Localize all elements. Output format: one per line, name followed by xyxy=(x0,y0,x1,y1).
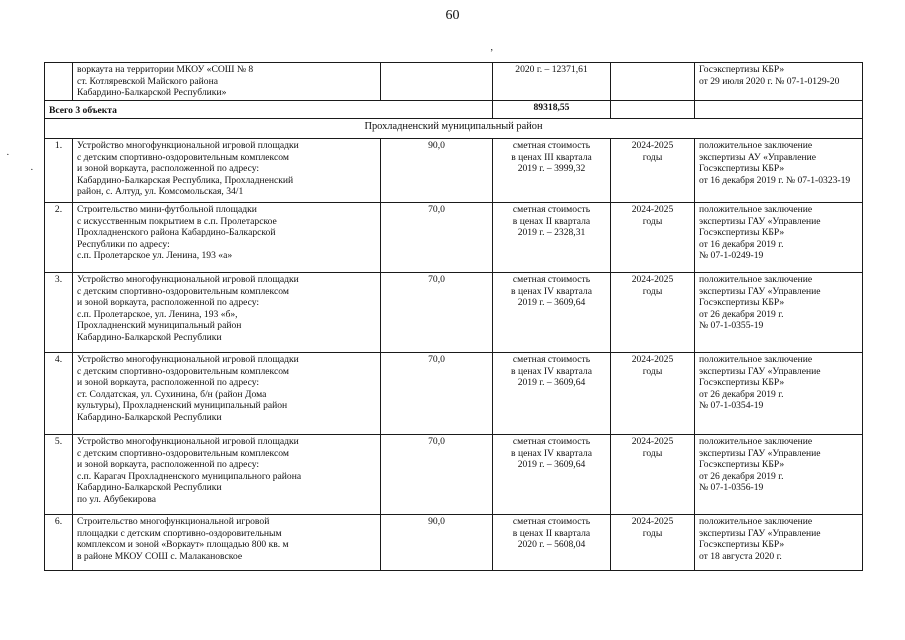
expert-conclusion: положительное заключение экспертизы ГАУ «Управление Госэкспертизы КБР» от 26 декабря 2019 г. № 07-1-0354-19 xyxy=(695,353,863,435)
table-row-continuation xyxy=(45,63,863,101)
estimated-cost: сметная стоимость в ценах IV квартала 2019 г. – 3609,64 xyxy=(493,353,611,435)
capacity-value: 90,0 xyxy=(381,515,493,571)
estimated-cost: сметная стоимость в ценах IV квартала 2019 г. – 3609,64 xyxy=(493,273,611,353)
object-description: Устройство многофункциональной игровой площадки с детским спортивно-оздоровительным комплексом и зоной воркаута, расположенной по адресу: ст. Солдатская, ул. Сухинина, б/н (район Дома культуры), Прохладненский муниципальный район Кабардино-Балкарской Республики xyxy=(73,353,381,435)
expert-conclusion: положительное заключение экспертизы ГАУ «Управление Госэкспертизы КБР» от 26 декабря 2019 г. № 07-1-0355-19 xyxy=(695,273,863,353)
expert-conclusion: Госэкспертизы КБР» от 29 июля 2020 г. № 07-1-0129-20 xyxy=(695,63,863,101)
row-number-cell xyxy=(45,63,73,101)
capacity-value: 70,0 xyxy=(381,273,493,353)
row-number: 6. xyxy=(45,515,73,571)
total-empty-cell xyxy=(611,101,695,119)
expert-conclusion: положительное заключение экспертизы АУ «Управление Госэкспертизы КБР» от 16 декабря 2019 г. № 07-1-0323-19 xyxy=(695,139,863,203)
expert-conclusion: положительное заключение экспертизы ГАУ «Управление Госэкспертизы КБР» от 16 декабря 2019 г. № 07-1-0249-19 xyxy=(695,203,863,273)
expert-conclusion: положительное заключение экспертизы ГАУ «Управление Госэкспертизы КБР» от 26 декабря 2019 г. № 07-1-0356-19 xyxy=(695,435,863,515)
object-description: Строительство мини-футбольной площадки с искусственным покрытием в с.п. Пролетарское Прохладненского района Кабардино-Балкарской Республики по адресу: с.п. Пролетарское ул. Ленина, 193 «а» xyxy=(73,203,381,273)
row-number: 2. xyxy=(45,203,73,273)
table-row xyxy=(45,273,863,353)
capacity-value: 70,0 xyxy=(381,203,493,273)
objects-table xyxy=(44,62,863,571)
row-number: 1. xyxy=(45,139,73,203)
capacity-value: 70,0 xyxy=(381,353,493,435)
estimated-cost: сметная стоимость в ценах III квартала 2019 г. – 3999,32 xyxy=(493,139,611,203)
section-header-row xyxy=(45,119,863,139)
capacity-cell xyxy=(381,63,493,101)
construction-period: 2024-2025 годы xyxy=(611,139,695,203)
construction-period: 2024-2025 годы xyxy=(611,353,695,435)
total-label: Всего 3 объекта xyxy=(45,101,493,119)
total-empty-cell xyxy=(695,101,863,119)
row-number: 3. xyxy=(45,273,73,353)
period-cell xyxy=(611,63,695,101)
page-number: 60 xyxy=(445,8,460,23)
estimated-cost: сметная стоимость в ценах II квартала 2020 г. – 5608,04 xyxy=(493,515,611,571)
row-number: 4. xyxy=(45,353,73,435)
table-row xyxy=(45,435,863,515)
row-number: 5. xyxy=(45,435,73,515)
capacity-value: 70,0 xyxy=(381,435,493,515)
construction-period: 2024-2025 годы xyxy=(611,273,695,353)
scan-mark: ’ xyxy=(490,48,494,59)
expert-conclusion: положительное заключение экспертизы ГАУ «Управление Госэкспертизы КБР» от 18 августа 2020 г. xyxy=(695,515,863,571)
object-description: Устройство многофункциональной игровой площадки с детским спортивно-оздоровительным комплексом и зоной воркаута, расположенной по адресу: с.п. Пролетарское, ул. Ленина, 193 «б», Прохладненский муниципальный район Кабардино-Балкарской Республики xyxy=(73,273,381,353)
scan-mark: · xyxy=(6,149,10,161)
construction-period: 2024-2025 годы xyxy=(611,203,695,273)
capacity-value: 90,0 xyxy=(381,139,493,203)
table-row xyxy=(45,353,863,435)
scan-mark: · xyxy=(30,164,34,176)
object-description: Устройство многофункциональной игровой площадки с детским спортивно-оздоровительным комплексом и зоной воркаута, расположенной по адресу: с.п. Карагач Прохладненского муниципального района Кабардино-Балкарской Республики по ул. Абубекирова xyxy=(73,435,381,515)
section-title: Прохладненский муниципальный район xyxy=(45,119,863,139)
construction-period: 2024-2025 годы xyxy=(611,515,695,571)
object-description: воркаута на территории МКОУ «СОШ № 8 ст. Котляревской Майского района Кабардино-Балкарской Республики» xyxy=(73,63,381,101)
estimated-cost: сметная стоимость в ценах II квартала 2019 г. – 2328,31 xyxy=(493,203,611,273)
total-amount: 89318,55 xyxy=(493,101,611,119)
object-description: Устройство многофункциональной игровой площадки с детским спортивно-оздоровительным комплексом и зоной воркаута, расположенной по адресу: Кабардино-Балкарская Республика, Прохладненский район, с. Алтуд, ул. Комсомольская, 34/1 xyxy=(73,139,381,203)
construction-period: 2024-2025 годы xyxy=(611,435,695,515)
object-description: Строительство многофункциональной игровой площадки с детским спортивно-оздоровительным комплексом и зоной «Воркаут» площадью 800 кв. м в районе МКОУ СОШ с. Малакановское xyxy=(73,515,381,571)
table-row xyxy=(45,515,863,571)
table-row xyxy=(45,203,863,273)
table-row xyxy=(45,139,863,203)
estimated-cost: 2020 г. – 12371,61 xyxy=(493,63,611,101)
total-row xyxy=(45,101,863,119)
estimated-cost: сметная стоимость в ценах IV квартала 2019 г. – 3609,64 xyxy=(493,435,611,515)
